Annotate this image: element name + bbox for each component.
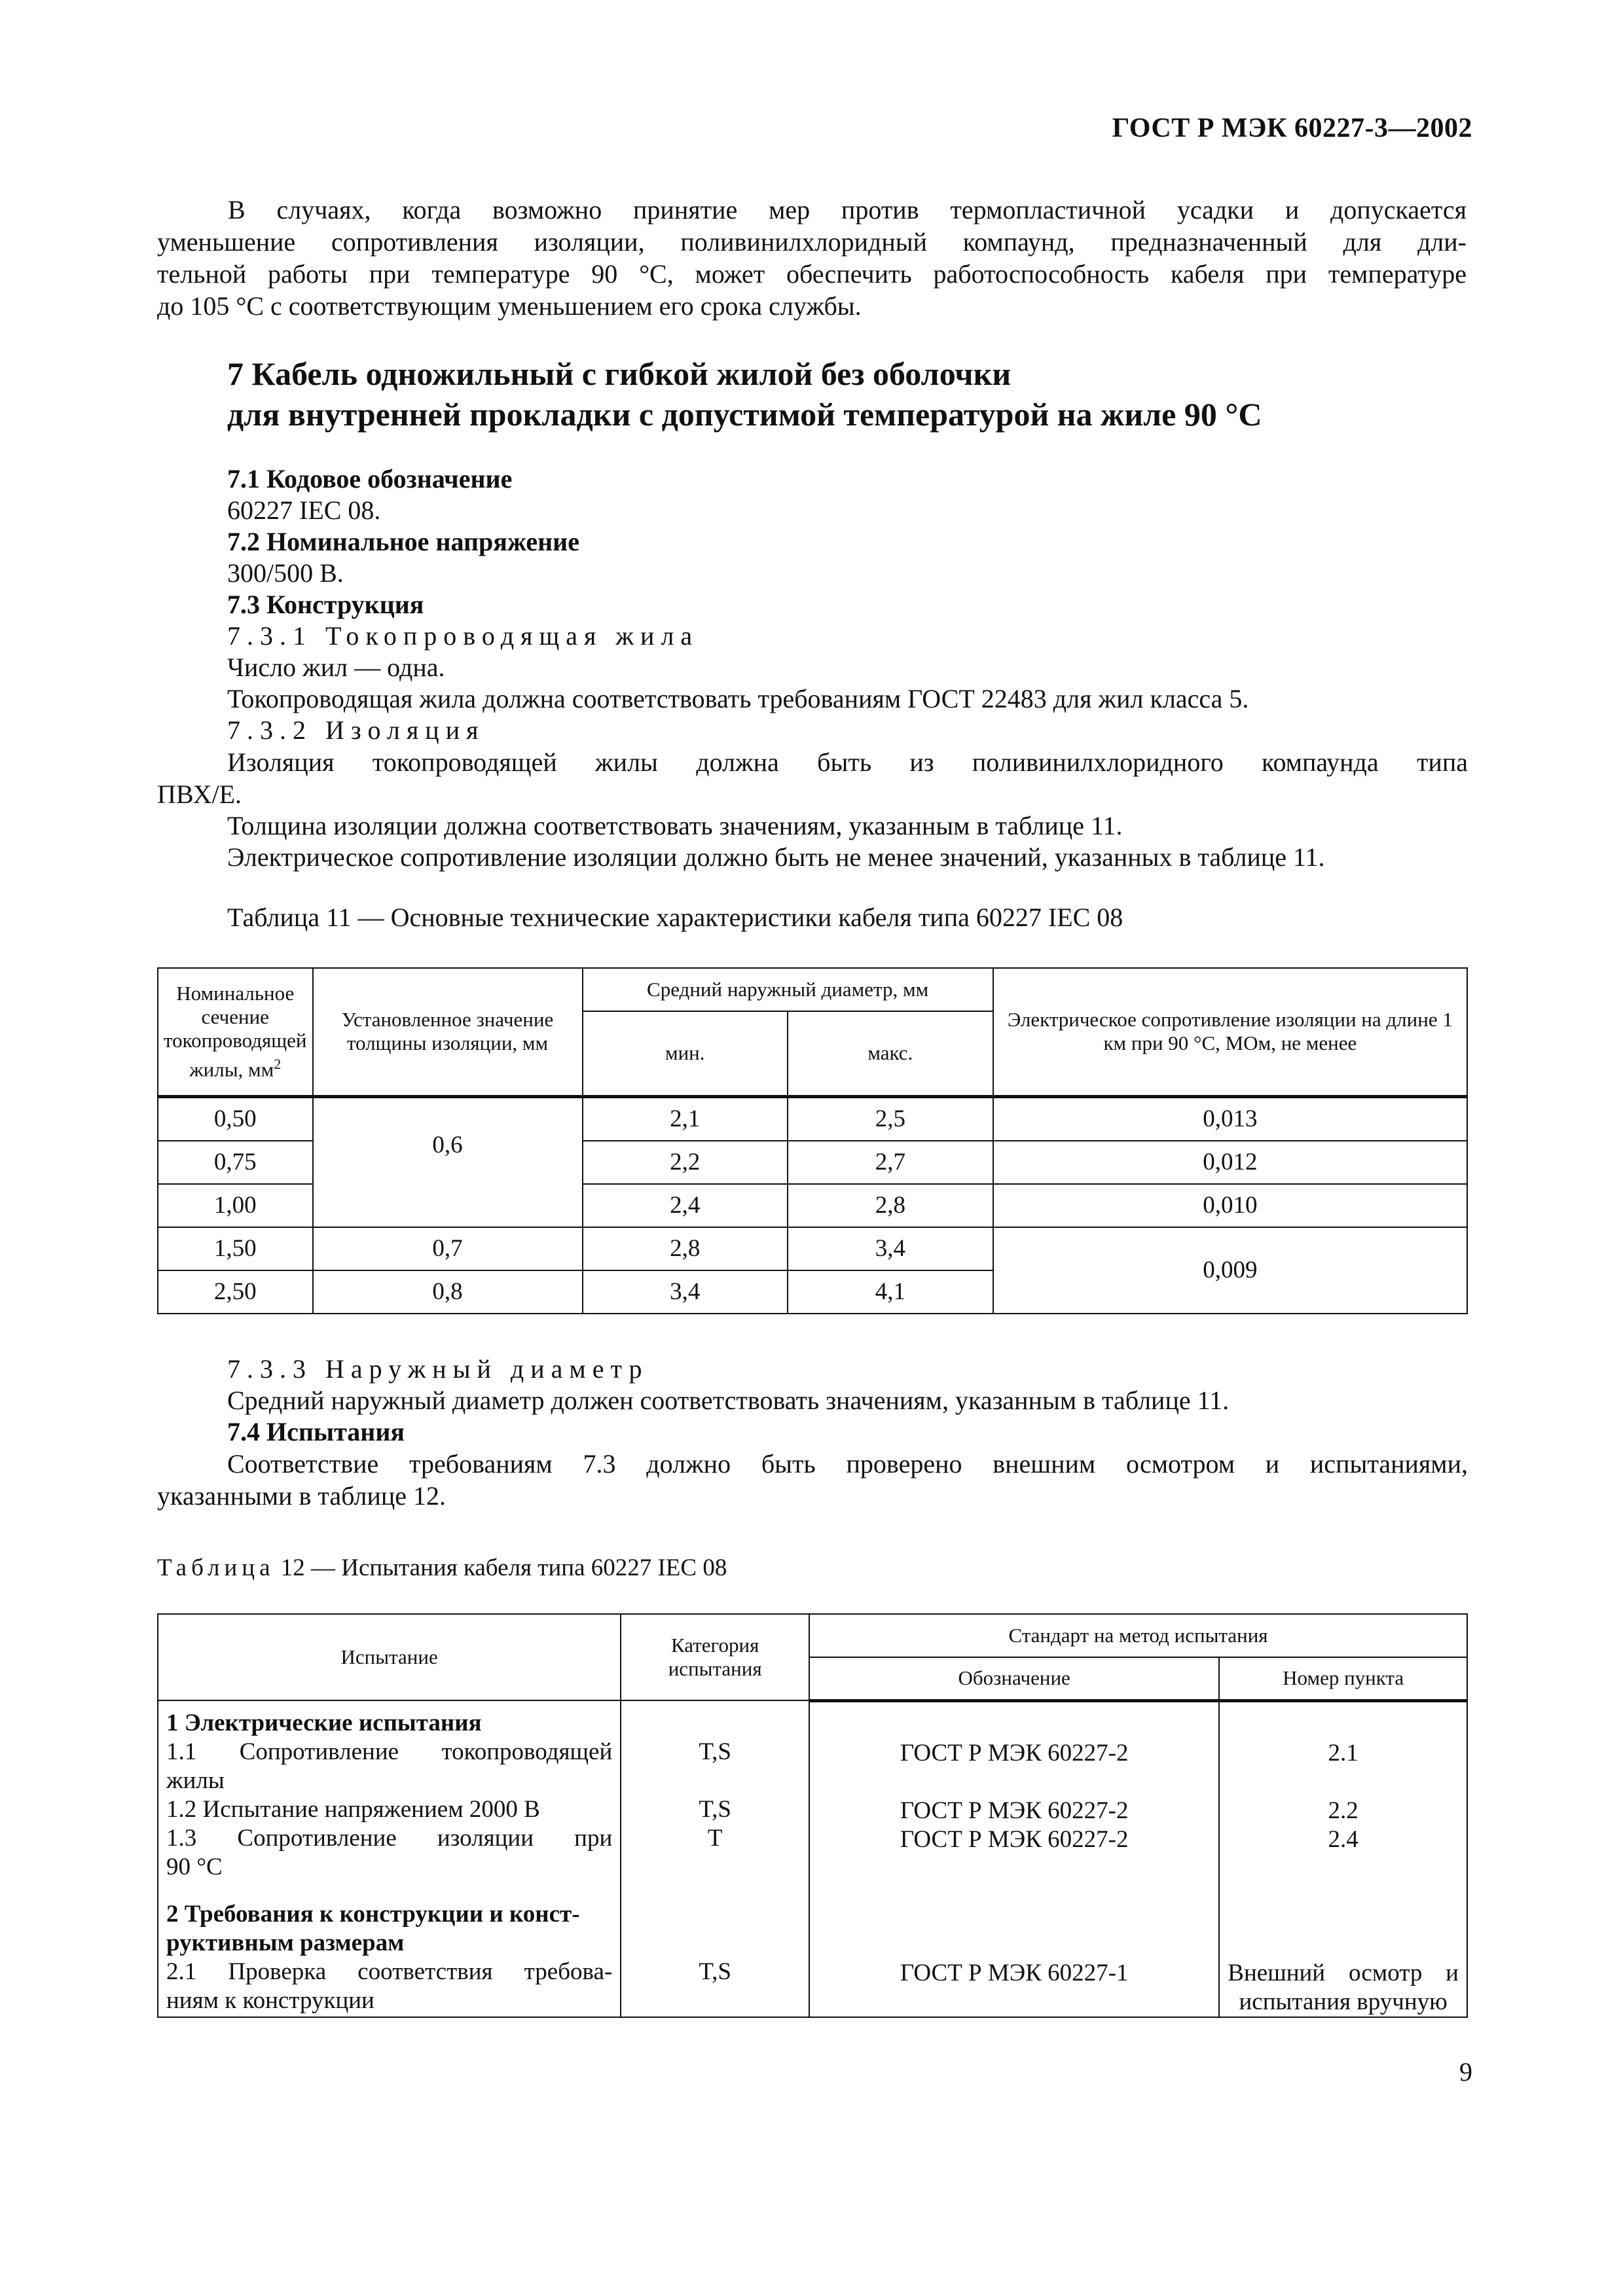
- t12-group-2-title-b: руктивным размерам: [166, 1929, 405, 1956]
- t11-cell-section: 1,50: [158, 1227, 313, 1270]
- t11-cell-min: 3,4: [583, 1270, 788, 1314]
- t11-cell-resistance-merged: 0,009: [993, 1227, 1467, 1314]
- s732-text-1a: Изоляция токопроводящей жилы должна быть из поливинилхлоридного компаунда типа: [227, 747, 1468, 777]
- t12-cell-test: [158, 1700, 621, 2017]
- t11-cell-max: 2,7: [788, 1141, 993, 1184]
- t12-cat-1-3: T: [707, 1825, 723, 1852]
- t12-group-2-title-a: 2 Требования к конструкции и конст-: [166, 1901, 580, 1928]
- intro-line-2: уменьшение сопротивления изоляции, поливинилхлоридный компаунд, предназначенный для дли-: [157, 227, 1467, 257]
- s732-title: 7.3.2 Изоляция: [227, 715, 485, 745]
- t12-group-1-title: 1 Электрические испытания: [166, 1710, 482, 1736]
- table-11-caption: Таблица 11 — Основные технические характеристики кабеля типа 60227 IEC 08: [227, 903, 1123, 932]
- section-7-title-line-2: для внутренней прокладки с допустимой температурой на жиле 90 °С: [227, 396, 1262, 433]
- t11-header-min: мин.: [583, 1011, 788, 1096]
- t12-std-1-3: ГОСТ Р МЭК 60227-2: [900, 1825, 1129, 1853]
- t12-clause-2-1-a: Внешний осмотр и: [1228, 1959, 1459, 1986]
- t12-test-1-1-b: жилы: [166, 1767, 225, 1794]
- t12-header-test: Испытание: [158, 1614, 621, 1700]
- t11-cell-thickness-merged: 0,6: [313, 1096, 583, 1227]
- t11-cell-section: 0,75: [158, 1141, 313, 1184]
- table-row: [158, 1096, 1467, 1141]
- s74-text-a: Соответствие требованиям 7.3 должно быть проверено внешним осмотром и испытаниями,: [227, 1449, 1468, 1479]
- t12-cell-clause: [1219, 1700, 1467, 2017]
- t12-test-1-2: 1.2 Испытание напряжением 2000 В: [166, 1796, 540, 1823]
- t12-header-category: Категория испытания: [621, 1614, 809, 1700]
- t11-cell-resistance: 0,010: [993, 1184, 1467, 1227]
- t12-cell-designation: [809, 1700, 1219, 2017]
- s732-text-1b: ПВХ/Е.: [157, 780, 242, 809]
- t11-header-thickness: Установленное значение толщины изоляции, мм: [313, 968, 583, 1096]
- t12-header-designation: Обозначение: [809, 1657, 1219, 1700]
- t11-cell-min: 2,2: [583, 1141, 788, 1184]
- t12-cell-category: [621, 1700, 809, 2017]
- s71-title: 7.1 Кодовое обозначение: [227, 464, 513, 493]
- t11-cell-max: 4,1: [788, 1270, 993, 1314]
- t11-cell-thickness: 0,8: [313, 1270, 583, 1314]
- s731-text-1: Число жил — одна.: [227, 653, 445, 682]
- t11-header-max: макс.: [788, 1011, 993, 1096]
- section-7-title-line-1: 7 Кабель одножильный с гибкой жилой без оболочки: [227, 355, 1012, 392]
- t11-header-section: Номинальное сечение токопроводящей жилы, $мм^2$: [158, 968, 313, 1096]
- t12-cat-1-2: T,S: [699, 1796, 731, 1823]
- s73-title: 7.3 Конструкция: [227, 590, 424, 619]
- s74-title: 7.4 Испытания: [227, 1417, 405, 1446]
- t11-cell-min: 2,8: [583, 1227, 788, 1270]
- s731-text-2: Токопроводящая жила должна соответствовать требованиям ГОСТ 22483 для жил класса 5.: [227, 684, 1249, 713]
- t12-std-1-2: ГОСТ Р МЭК 60227-2: [900, 1797, 1129, 1824]
- t11-cell-min: 2,4: [583, 1184, 788, 1227]
- t12-test-1-1-a: 1.1 Сопротивление токопроводящей: [166, 1738, 613, 1765]
- t11-cell-section: 2,50: [158, 1270, 313, 1314]
- t11-cell-resistance: 0,013: [993, 1096, 1467, 1141]
- s732-text-2: Толщина изоляции должна соответствовать значениям, указанным в таблице 11.: [227, 811, 1123, 840]
- table-12-caption: Таблица 12 — Испытания кабеля типа 60227 IEC 08: [157, 1554, 727, 1581]
- t11-cell-thickness: 0,7: [313, 1227, 583, 1270]
- t11-cell-max: 3,4: [788, 1227, 993, 1270]
- t11-cell-section: 1,00: [158, 1184, 313, 1227]
- s72-title: 7.2 Номинальное напряжение: [227, 527, 579, 556]
- t11-cell-min: 2,1: [583, 1096, 788, 1141]
- s733-text: Средний наружный диаметр должен соответствовать значениям, указанным в таблице 11.: [227, 1386, 1230, 1415]
- page-number: 9: [1459, 2057, 1472, 2087]
- t11-cell-max: 2,5: [788, 1096, 993, 1141]
- document-header: ГОСТ Р МЭК 60227-3—2002: [1112, 113, 1472, 143]
- s72-text: 300/500 В.: [227, 558, 344, 588]
- t12-test-1-3-b: 90 °С: [166, 1854, 223, 1880]
- t11-cell-section: 0,50: [158, 1096, 313, 1141]
- s74-text-b: указанными в таблице 12.: [157, 1481, 447, 1511]
- t12-header-standard: Стандарт на метод испытания: [809, 1614, 1467, 1657]
- t12-std-2-1: ГОСТ Р МЭК 60227-1: [900, 1959, 1129, 1986]
- table-row: [158, 1700, 1467, 2017]
- t12-clause-1-1: 2.1: [1328, 1739, 1359, 1767]
- t12-clause-1-2: 2.2: [1328, 1797, 1359, 1824]
- t11-header-resistance: Электрическое сопротивление изоляции на длине 1 км при 90 °С, МОм, не менее: [993, 968, 1467, 1096]
- intro-line-3: тельной работы при температуре 90 °С, может обеспечить работоспособность кабеля при температуре: [157, 259, 1467, 289]
- intro-line-1: В случаях, когда возможно принятие мер против термопластичной усадки и допускается: [228, 195, 1467, 224]
- t12-cat-2-1: T,S: [699, 1958, 731, 1985]
- s71-text: 60227 IEC 08.: [227, 495, 381, 525]
- t12-clause-2-1-b: испытания вручную: [1239, 1988, 1448, 2015]
- table-12: [157, 1613, 1468, 2018]
- s731-title: 7.3.1 Токопроводящая жила: [227, 621, 699, 651]
- t12-test-2-1-b: ниям к конструкции: [166, 1987, 374, 2014]
- t12-test-1-3-a: 1.3 Сопротивление изоляции при: [166, 1825, 613, 1852]
- t11-cell-resistance: 0,012: [993, 1141, 1467, 1184]
- t12-cat-1-1: T,S: [699, 1738, 731, 1765]
- s733-title: 7.3.3 Наружный диаметр: [227, 1354, 649, 1384]
- t12-test-2-1-a: 2.1 Проверка соответствия требова-: [166, 1958, 613, 1985]
- t11-header-diameter: Средний наружный диаметр, мм: [583, 968, 993, 1011]
- t11-cell-max: 2,8: [788, 1184, 993, 1227]
- t12-clause-1-3: 2.4: [1328, 1825, 1359, 1853]
- table-row: [158, 1227, 1467, 1270]
- t12-header-clause: Номер пункта: [1219, 1657, 1467, 1700]
- table-11: [157, 967, 1468, 1314]
- s732-text-3: Электрическое сопротивление изоляции должно быть не менее значений, указанных в таблице 11.: [227, 842, 1325, 872]
- intro-line-4: до 105 °С с соответствующим уменьшением его срока службы.: [157, 291, 862, 321]
- t12-std-1-1: ГОСТ Р МЭК 60227-2: [900, 1739, 1129, 1767]
